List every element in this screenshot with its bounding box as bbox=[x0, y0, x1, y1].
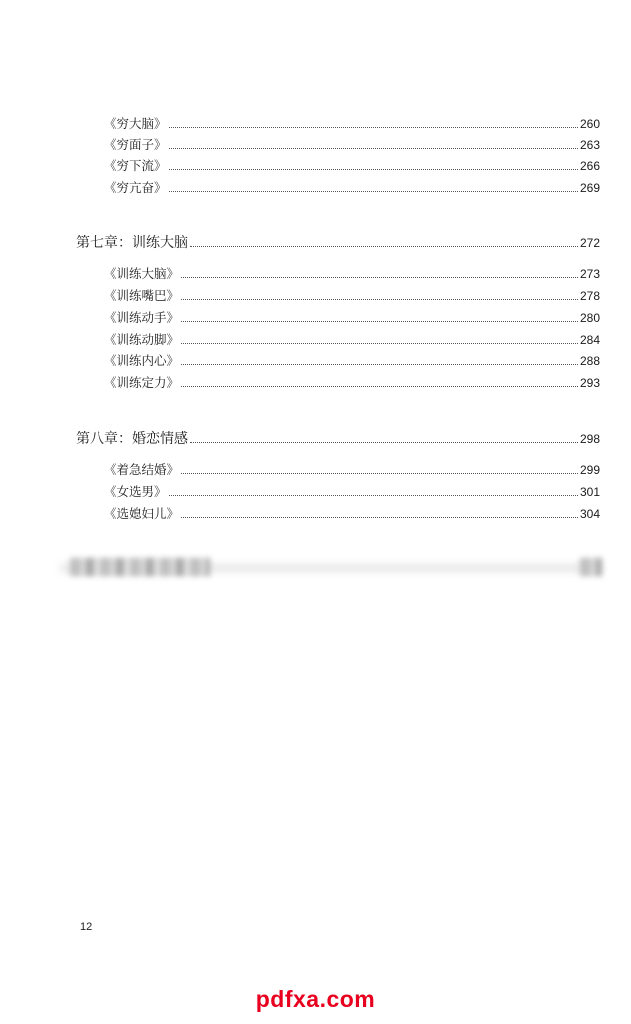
dot-leader bbox=[181, 298, 578, 300]
dot-leader bbox=[169, 147, 578, 149]
toc-entry-page: 260 bbox=[579, 117, 600, 131]
toc-entry[interactable] bbox=[104, 288, 600, 304]
dot-leader bbox=[181, 363, 578, 365]
toc-entry-title: 《训练动手》 bbox=[104, 310, 180, 325]
toc-entry-title: 《穷亢奋》 bbox=[104, 180, 167, 195]
dot-leader bbox=[169, 126, 578, 128]
toc-entry-title: 《选媳妇儿》 bbox=[104, 506, 180, 521]
toc-entry[interactable] bbox=[104, 375, 600, 391]
toc-chapter-title: 第七章：训练大脑 bbox=[76, 235, 188, 251]
toc-entry-title: 《穷面子》 bbox=[104, 137, 167, 152]
toc-entry-title: 《穷大脑》 bbox=[104, 116, 167, 131]
toc-entry-page: 299 bbox=[579, 463, 600, 477]
toc-entry-title: 《训练定力》 bbox=[104, 375, 180, 390]
toc-entry-page: 293 bbox=[579, 376, 600, 390]
toc-entry[interactable] bbox=[104, 353, 600, 369]
toc-entry[interactable] bbox=[104, 266, 600, 282]
toc-chapter-page: 298 bbox=[579, 432, 600, 446]
toc-entry[interactable] bbox=[104, 180, 600, 196]
toc-entry-page: 284 bbox=[579, 333, 600, 347]
toc-entry-title: 《训练大脑》 bbox=[104, 266, 180, 281]
toc-entry[interactable] bbox=[104, 332, 600, 348]
dot-leader bbox=[181, 516, 578, 518]
toc-entry-page: 278 bbox=[579, 289, 600, 303]
toc-chapter-title: 第八章：婚恋情感 bbox=[76, 431, 188, 447]
toc-entry-page: 301 bbox=[579, 485, 600, 499]
toc-entry-title: 《着急结婚》 bbox=[104, 462, 180, 477]
dot-leader bbox=[181, 320, 578, 322]
toc-entry-title: 《训练内心》 bbox=[104, 353, 180, 368]
toc-entry-page: 273 bbox=[579, 267, 600, 281]
toc-chapter[interactable] bbox=[76, 235, 600, 251]
dot-leader bbox=[169, 168, 578, 170]
dot-leader bbox=[181, 276, 578, 278]
toc-entry-page: 288 bbox=[579, 354, 600, 368]
toc-chapter-page: 272 bbox=[579, 236, 600, 250]
toc-entry[interactable] bbox=[104, 158, 600, 174]
toc-entry[interactable] bbox=[104, 310, 600, 326]
toc-entry-page: 269 bbox=[579, 181, 600, 195]
dot-leader bbox=[169, 494, 578, 496]
toc-entry-page: 280 bbox=[579, 311, 600, 325]
dot-leader bbox=[181, 342, 578, 344]
toc-entry-title: 《训练动脚》 bbox=[104, 332, 180, 347]
toc-entry[interactable] bbox=[104, 137, 600, 153]
page-number: 12 bbox=[80, 921, 93, 933]
toc-entry-page: 304 bbox=[579, 507, 600, 521]
toc-entry[interactable] bbox=[104, 506, 600, 522]
watermark-text: pdfxa.com bbox=[255, 986, 376, 1012]
toc-entry-page: 263 bbox=[579, 138, 600, 152]
redacted-page bbox=[580, 558, 602, 576]
toc-entry-title: 《穷下流》 bbox=[104, 158, 167, 173]
toc-entry-title: 《女选男》 bbox=[104, 484, 167, 499]
dot-leader bbox=[190, 245, 578, 247]
toc-entry[interactable] bbox=[104, 484, 600, 500]
dot-leader bbox=[181, 385, 578, 387]
toc-entry[interactable] bbox=[104, 462, 600, 478]
toc-entry[interactable] bbox=[104, 116, 600, 132]
dot-leader bbox=[190, 441, 578, 443]
dot-leader bbox=[181, 472, 578, 474]
toc-entry-page: 266 bbox=[579, 159, 600, 173]
toc-chapter[interactable] bbox=[76, 431, 600, 447]
toc-entry-title: 《训练嘴巴》 bbox=[104, 288, 180, 303]
dot-leader bbox=[169, 190, 578, 192]
redacted-text bbox=[70, 558, 210, 576]
